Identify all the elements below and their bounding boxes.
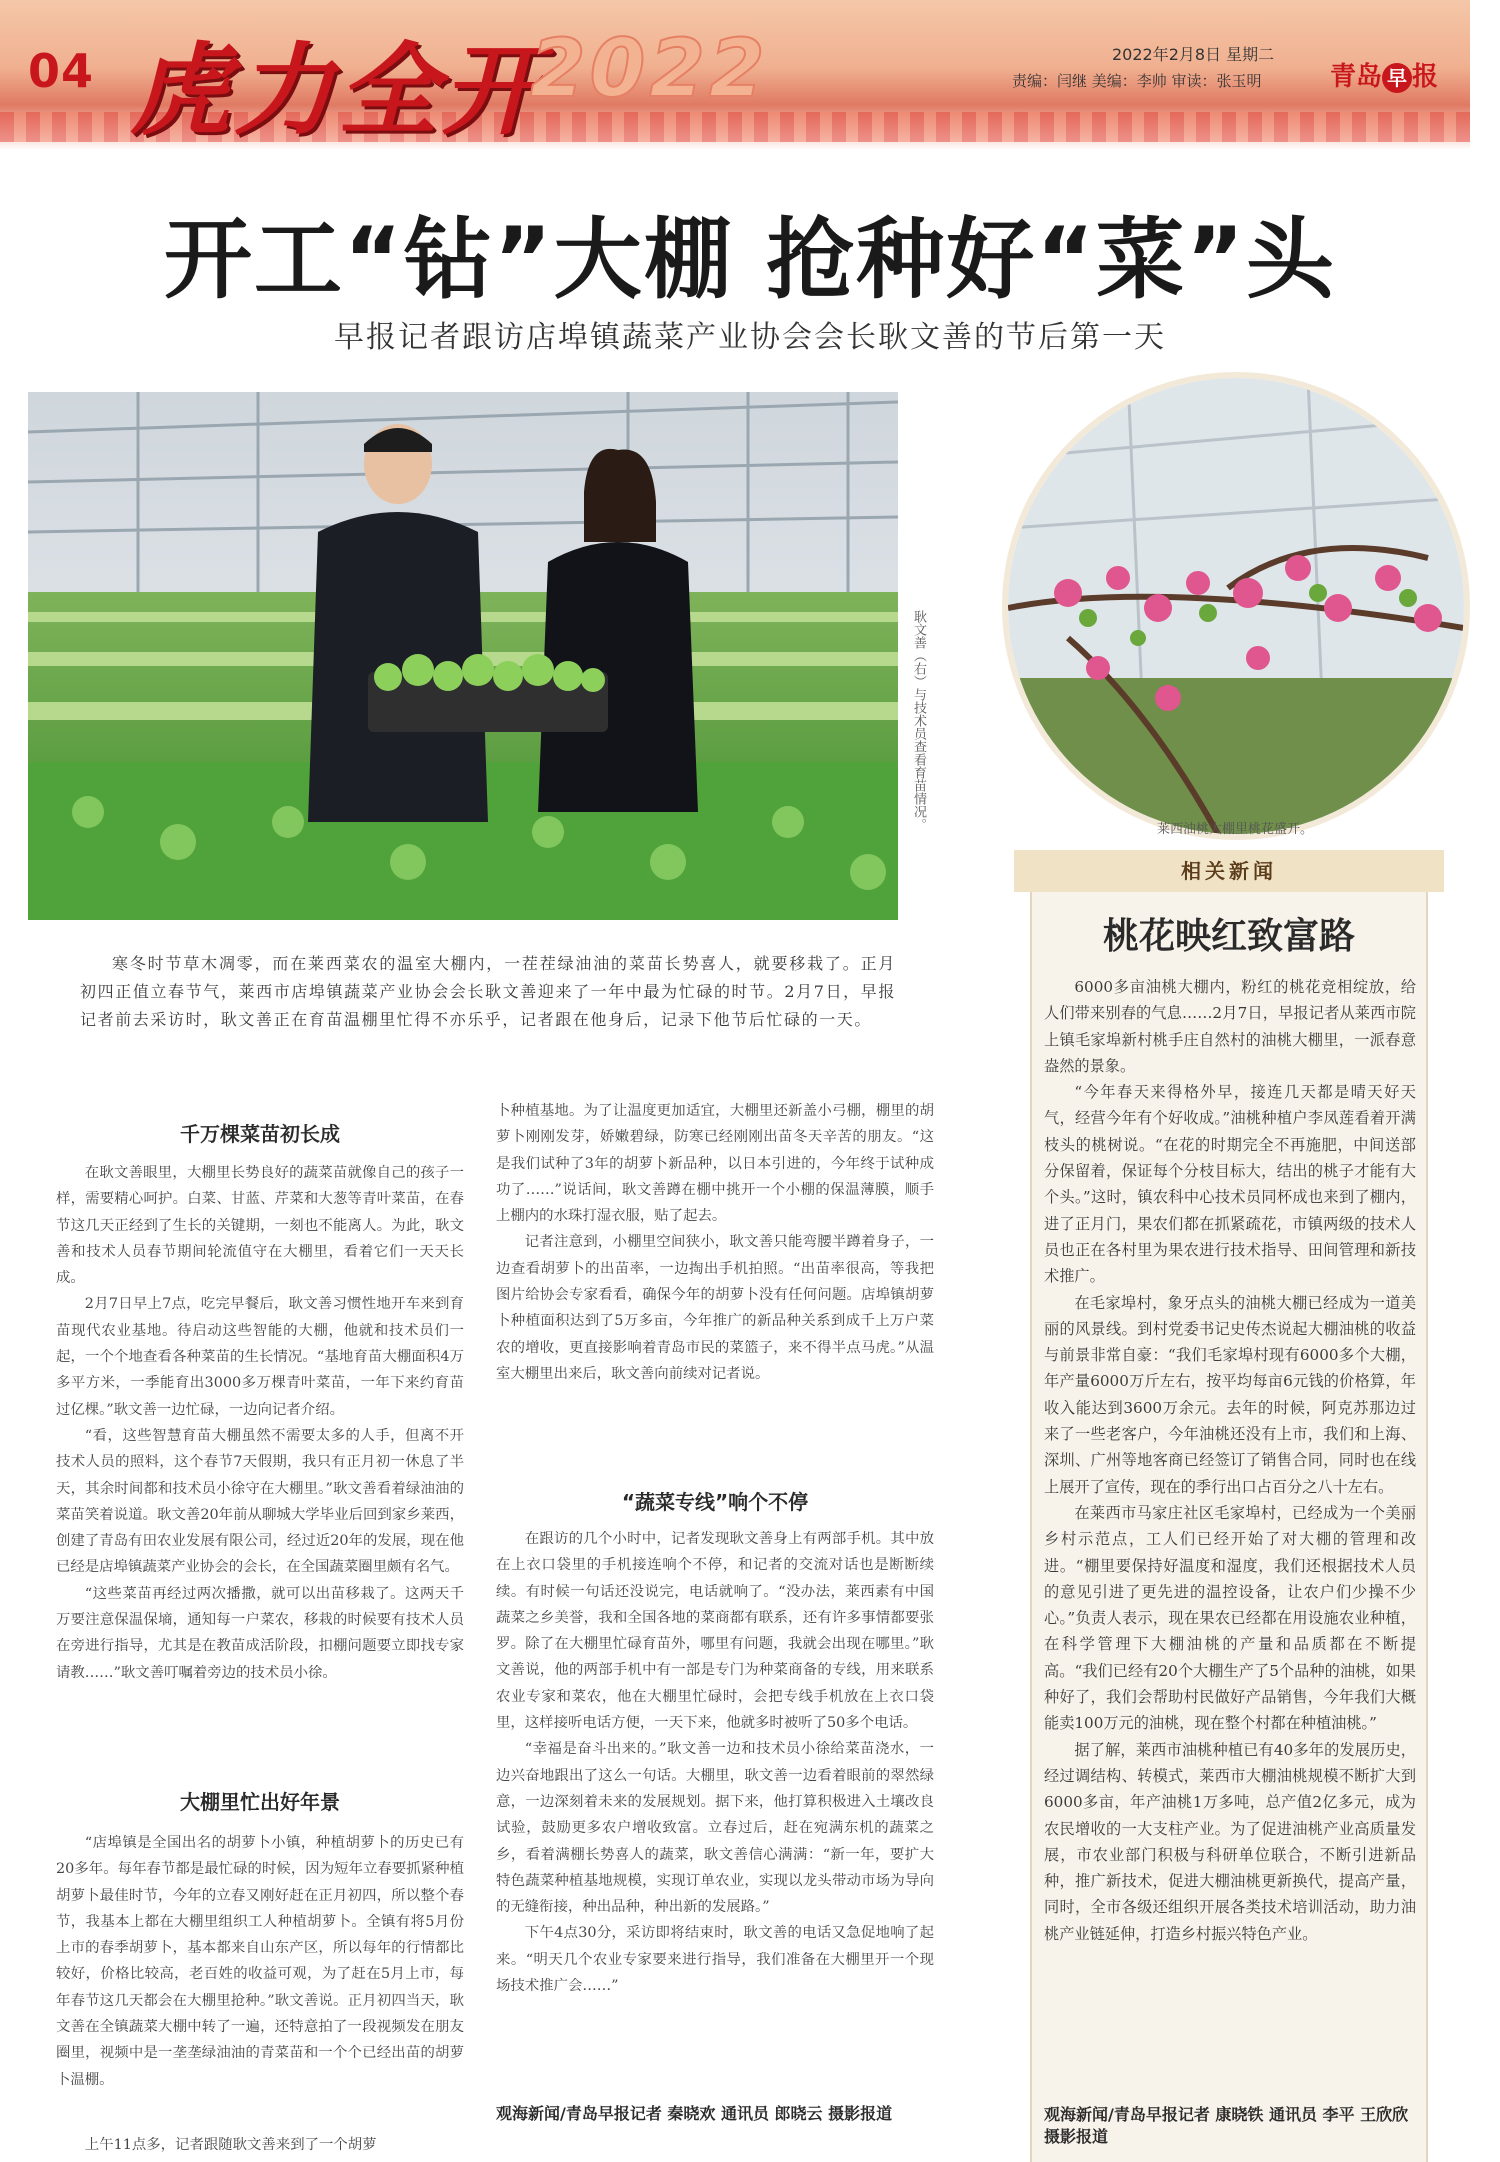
section-heading-1 — [56, 1118, 464, 1147]
section-heading-text: 大棚里忙出好年景 — [180, 1790, 340, 1814]
paper-name: 青岛 — [1330, 62, 1383, 92]
peach-blossom-illustration — [1008, 378, 1464, 834]
paper-suffix: 报 — [1412, 62, 1439, 92]
related-paragraph: 在毛家埠村，象牙点头的油桃大棚已经成为一道美丽的风景线。到村党委书记史传杰说起大棚油桃的收益与前景非常自豪：“我们毛家埠村现有6000多个大棚，年产量6000万斤左右，按平均每亩6元钱的价格算，年收入能达到3600万余元。去年的时候，阿克苏那边过来了一些老客户，今年油桃还没有上市，我们和上海、深圳、广州等地客商已经签订了销售合同，同时也在线上展开了宣传，现在的季行出口占百分之八十左右。 — [1044, 1293, 1416, 1496]
paper-logo — [1330, 56, 1438, 93]
subheadline: 早报记者跟访店埠镇蔬菜产业协会会长耿文善的节后第一天 — [334, 320, 1166, 355]
greenhouse-illustration — [28, 392, 898, 920]
body-paragraph: 在耿文善眼里，大棚里长势良好的蔬菜苗就像自己的孩子一样，需要精心呵护。白菜、甘蓝、芹菜和大葱等青叶菜苗，在春节这几天正经到了生长的关键期，一刻也不能离人。为此，耿文善和技术人员春节期间轮流值守在大棚里，看着它们一天天长成。 — [56, 1165, 464, 1287]
related-news-title: 桃花映红致富路 — [1102, 916, 1355, 957]
article-lead: 寒冬时节草木凋零，而在莱西菜农的温室大棚内，一茬茬绿油油的菜苗长势喜人，就要移栽了。正月初四正值立春节气，莱西市店埠镇蔬菜产业协会会长耿文善迎来了一年中最为忙碌的时节。2月7日，早报记者前去采访时，耿文善正在育苗温棚里忙得不亦乐乎，记者跟在他身后，记录下他节后忙碌的一天。 — [80, 954, 896, 1029]
issue-date: 2022年2月8日 星期二 — [1112, 45, 1275, 64]
greenhouse-photo — [28, 392, 898, 920]
body-paragraph: 2月7日早上7点，吃完早餐后，耿文善习惯性地开车来到育苗现代农业基地。待启动这些智能的大棚，他就和技术员们一起，一个个地查看各种菜苗的生长情况。“基地育苗大棚面积4万多平方米，一季能育出3000多万棵青叶菜苗，一年下来约育苗过亿棵。”耿文善一边忙碌，一边向记者介绍。 — [56, 1296, 464, 1418]
related-news-byline: 观海新闻/青岛早报记者 康晓铁 通讯员 李平 王欣欣 摄影报道 — [1044, 2105, 1409, 2146]
related-news-body — [1044, 974, 1416, 1947]
related-news-label: 相关新闻 — [1014, 850, 1444, 892]
section-2-body — [56, 1830, 464, 2093]
related-paragraph: 6000多亩油桃大棚内，粉红的桃花竞相绽放，给人们带来别春的气息……2月7日，早报记者从莱西市院上镇毛家埠新村桃手庄自然村的油桃大棚里，一派春意盎然的景象。 — [1044, 978, 1416, 1075]
circle-photo-caption: 莱西油桃大棚里桃花盛开。 — [1156, 822, 1313, 837]
body-paragraph: 下午4点30分，采访即将结束时，耿文善的电话又急促地响了起来。“明天几个农业专家要来进行指导，我们准备在大棚里开一个现场技术推广会……” — [496, 1925, 934, 1995]
peach-blossom-photo — [1008, 378, 1464, 834]
main-photo-caption: 耿文善（右）与技术员查看育苗情况。 — [911, 610, 926, 831]
sidebar-border-left — [1030, 870, 1032, 2162]
body-paragraph: “店埠镇是全国出名的胡萝卜小镇，种植胡萝卜的历史已有20多年。每年春节都是最忙碌的时候，因为短年立春要抓紧种植胡萝卜最佳时节，今年的立春又刚好赶在正月初四，所以整个春节，我基本上都在大棚里组织工人种植胡萝卜。全镇有将5月份上市的春季胡萝卜，基本都来自山东产区，所以每年的行情都比较好，价格比较高，老百姓的收益可观，为了赶在5月上市，每年春节这几天都会在大棚里抢种。”耿文善说。正月初四当天，耿文善在全镇蔬菜大棚中转了一遍，还特意拍了一段视频发在朋友圈里，视频中是一垄垄绿油油的青菜苗和一个个已经出苗的胡萝卜温棚。 — [56, 1835, 464, 2088]
column-1-tail — [56, 2132, 464, 2158]
section-heading-text: 千万棵菜苗初长成 — [180, 1122, 340, 1146]
headline: 开工“钻”大棚 抢种好“菜”头 — [164, 208, 1336, 311]
banner-year: 2022 — [530, 22, 769, 115]
body-paragraph: 卜种植基地。为了让温度更加适宜，大棚里还新盖小弓棚，棚里的胡萝卜刚刚发芽，娇嫩碧绿，防寒已经刚刚出苗冬天辛苦的朋友。“这是我们试种了3年的胡萝卜新品种，以日本引进的，今年终于试种成功了……”说话间，耿文善蹲在棚中挑开一个小棚的保温薄膜，顺手上棚内的水珠打湿衣服，贴了起去。 — [496, 1103, 934, 1225]
body-paragraph: 上午11点多，记者跟随耿文善来到了一个胡萝 — [84, 2137, 377, 2153]
body-paragraph: 记者注意到，小棚里空间狭小，耿文善只能弯腰半蹲着身子，一边查看胡萝卜的出苗率，一边掏出手机拍照。“出苗率很高，等我把图片给协会专家看看，确保今年的胡萝卜没有任何问题。店埠镇胡萝卜种植面积达到了5万多亩，今年推广的新品种关系到成千上万户菜农的增收，更直接影响着青岛市民的菜篮子，来不得半点马虎。”从温室大棚里出来后，耿文善向前续对记者说。 — [496, 1234, 934, 1382]
section-heading-2 — [56, 1786, 464, 1815]
related-paragraph: “今年春天来得格外早，接连几天都是晴天好天气，经营今年有个好收成。”油桃种植户李凤莲看着开满枝头的桃树说。“在花的时期完全不再施肥，中间送部分保留着，保证每个分枝目标大，结出的桃子才能有大个头。”这时，镇农科中心技术员同杯成也来到了棚内，进了正月门，果农们都在抓紧疏花，市镇两级的技术人员也正在各村里为果农进行技术指导、田间管理和新技术推广。 — [1044, 1083, 1416, 1286]
editor-credits: 责编：闫继 美编：李帅 审读：张玉明 — [1012, 72, 1262, 90]
body-paragraph: “看，这些智慧育苗大棚虽然不需要太多的人手，但离不开技术人员的照料，这个春节7天假期，我只有正月初一休息了半天，其余时间都和技术员小徐守在大棚里。”耿文善看着绿油油的菜苗笑着说道。耿文善20年前从聊城大学毕业后回到家乡莱西，创建了青岛有田农业发展有限公司，经过近20年的发展，现在他已经是店埠镇蔬菜产业协会的会长，在全国蔬菜圈里颇有名气。 — [56, 1427, 464, 1576]
section-heading-3 — [496, 1486, 934, 1515]
page-number: 04 — [28, 44, 95, 98]
paper-seal: 早 — [1382, 63, 1412, 93]
section-3-body — [496, 1526, 934, 1999]
related-paragraph: 在莱西市马家庄社区毛家埠村，已经成为一个美丽乡村示范点，工人们已经开始了对大棚的管理和改进。“棚里要保持好温度和湿度，我们还根据技术人员的意见引进了更先进的温控设备，让农户们少操不少心。”负责人表示，现在果农已经都在用设施农业种植，在科学管理下大棚油桃的产量和品质都在不断提高。“我们已经有20个大棚生产了5个品种的油桃，如果种好了，我们会帮助村民做好产品销售，今年我们大概能卖100万元的油桃，现在整个村都在种植油桃。” — [1044, 1503, 1416, 1733]
body-paragraph: “幸福是奋斗出来的。”耿文善一边和技术员小徐给菜苗浇水，一边兴奋地跟出了这么一句话。大棚里，耿文善一边看着眼前的翠然绿意，一边深刻着未来的发展规划。据下来，他打算积极进入土壤改良试验，鼓励更多农户增收致富。立春过后，赶在宛满东机的蔬菜之乡，看着满棚长势喜人的蔬菜，耿文善信心满满：“新一年，要扩大特色蔬菜种植基地规模，实现订单农业，实现以龙头带动市场为导向的无缝衔接，种出品种，种出新的发展路。” — [496, 1741, 934, 1916]
body-paragraph: “这些菜苗再经过两次播撒，就可以出苗移栽了。这两天千万要注意保温保墒，通知每一户菜农，移栽的时候要有技术人员在旁进行指导，尤其是在教苗成活阶段，扣棚问题要立即找专家请教……”耿文善叮嘱着旁边的技术员小徐。 — [56, 1585, 464, 1681]
article-byline: 观海新闻/青岛早报记者 秦晓欢 通讯员 郎晓云 摄影报道 — [496, 2104, 893, 2123]
section-heading-text: “蔬菜专线”响个不停 — [621, 1490, 809, 1514]
sidebar-border-right — [1426, 870, 1428, 2162]
body-paragraph: 在跟访的几个小时中，记者发现耿文善身上有两部手机。其中放在上衣口袋里的手机接连响个不停，和记者的交流对话也是断断续续。有时候一句话还没说完，电话就响了。“没办法，莱西素有中国蔬菜之乡美誉，我和全国各地的菜商都有联系，还有许多事情都要张罗。除了在大棚里忙碌育苗外，哪里有问题，我就会出现在哪里。”耿文善说，他的两部手机中有一部是专门为种菜商备的专线，用来联系农业专家和菜农，他在大棚里忙碌时，会把专线手机放在上衣口袋里，这样接听电话方便，一天下来，他就多时被听了50多个电话。 — [496, 1531, 934, 1732]
banner-title: 虎力全开 — [130, 31, 546, 149]
column-2-body — [496, 1098, 934, 1387]
section-1-body — [56, 1160, 464, 1686]
related-paragraph: 据了解，莱西市油桃种植已有40多年的发展历史，经过调结构、转模式，莱西市大棚油桃规模不断扩大到6000多亩，年产油桃1万多吨，总产值2亿多元，成为农民增收的一大支柱产业。为了促进油桃产业高质量发展，市农业部门积极与科研单位联合，不断引进新品种，推广新技术，促进大棚油桃更新换代，提高产量，同时，全市各级还组织开展各类技术培训活动，助力油桃产业链延伸，打造乡村振兴特色产业。 — [1044, 1740, 1416, 1943]
